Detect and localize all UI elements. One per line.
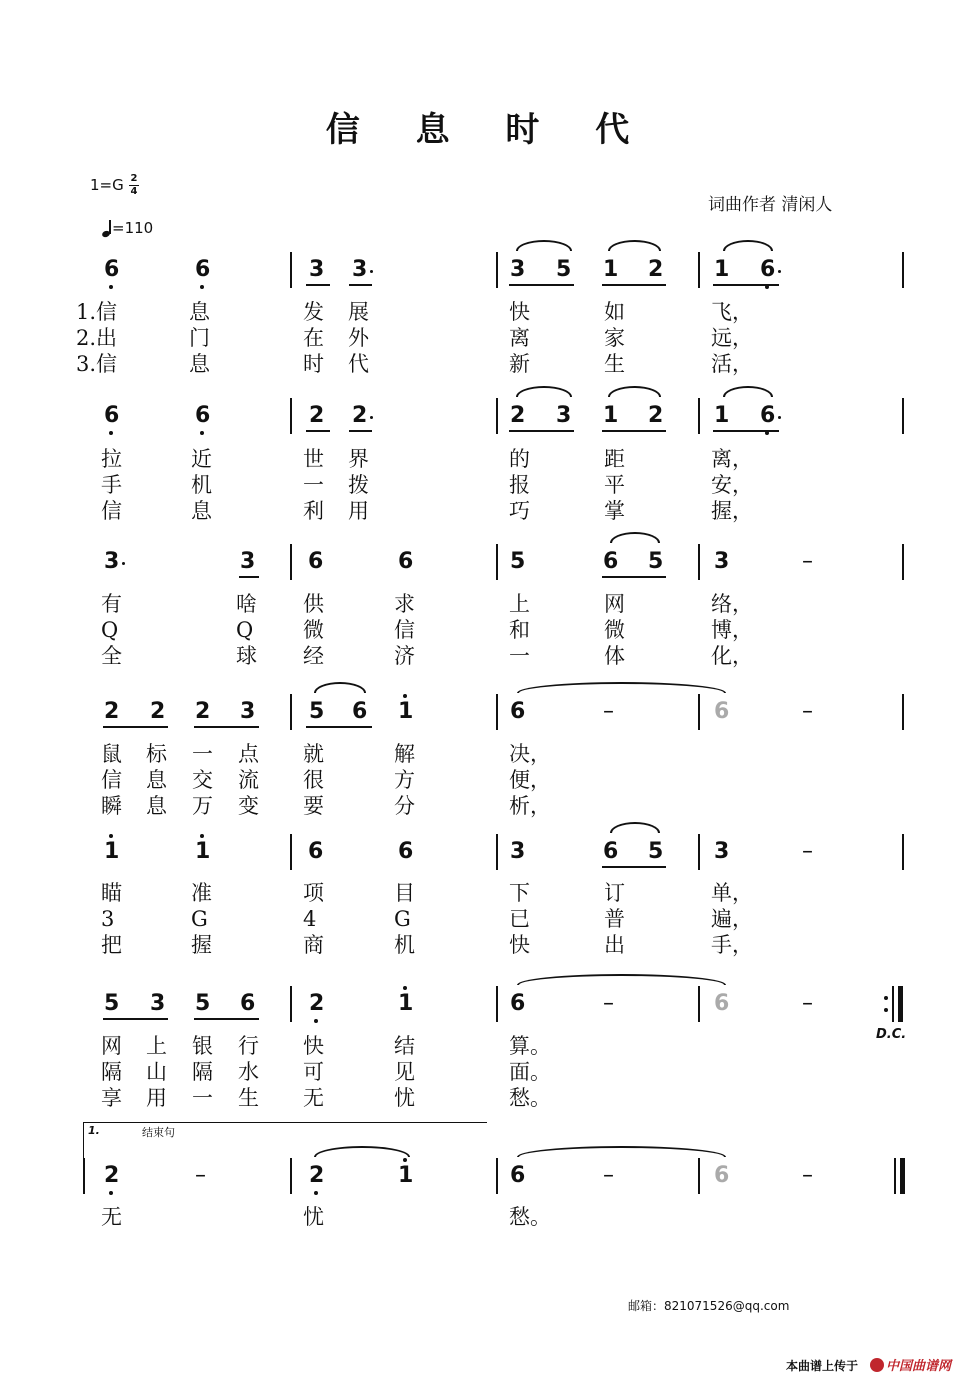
lyric-5-1-6: 面。 — [509, 1060, 551, 1084]
note-2-3: 6 — [398, 549, 414, 574]
underline-5-1 — [194, 1018, 259, 1020]
note-2-0: 3 — [104, 549, 120, 574]
lyric-3-0-1: 标 — [146, 742, 167, 766]
augmentation-dot — [778, 416, 781, 419]
underline-2-0 — [239, 576, 259, 578]
lyric-3-0-4: 就 — [303, 742, 324, 766]
note-5-7: – — [603, 991, 614, 1016]
note-4-7: 3 — [714, 839, 730, 864]
note-1-1: 6 — [195, 403, 211, 428]
note-2-2: 6 — [308, 549, 324, 574]
page-title: 信 息 时 代 — [325, 110, 652, 150]
lyric-0-2-6: 活， — [711, 352, 753, 376]
lyric-1-1-0: 手 — [101, 473, 122, 497]
note-1-6: 1 — [603, 403, 619, 428]
note-2-5: 6 — [603, 549, 619, 574]
lyric-0-1-4: 离 — [509, 326, 530, 350]
note-0-8: 1 — [714, 257, 730, 282]
note-0-3: 3 — [352, 257, 368, 282]
note-5-8: 6 — [714, 991, 730, 1016]
lyric-0-0-6: 飞， — [711, 300, 753, 324]
lyric-3-1-4: 很 — [303, 768, 324, 792]
note-4-8: – — [802, 839, 813, 864]
lyric-4-0-4: 下 — [509, 881, 530, 905]
lyric-0-1-2: 在 — [303, 326, 324, 350]
note-0-6: 1 — [603, 257, 619, 282]
barline-2-3 — [902, 544, 904, 580]
tempo-mark: =110 — [102, 219, 153, 237]
slur-1-1 — [608, 386, 661, 397]
note-5-1: 3 — [150, 991, 166, 1016]
lyric-0-1-6: 远， — [711, 326, 753, 350]
lyric-1-2-1: 息 — [191, 499, 212, 523]
underline-0-2 — [509, 284, 574, 286]
lyric-2-1-5: 微 — [604, 618, 625, 642]
dot-above — [403, 986, 407, 990]
lyric-2-0-2: 供 — [303, 592, 324, 616]
lyric-5-1-5: 见 — [394, 1060, 415, 1084]
lyric-1-2-3: 用 — [348, 499, 369, 523]
barline-0-1 — [496, 252, 498, 288]
lyric-3-0-0: 鼠 — [101, 742, 122, 766]
lyric-4-1-1: G — [191, 907, 208, 931]
lyric-4-2-3: 机 — [394, 933, 415, 957]
lyric-6-0-0: 无 — [101, 1205, 122, 1229]
volta-label: 结束句 — [142, 1126, 175, 1139]
barline-2-0 — [290, 544, 292, 580]
lyric-1-0-4: 的 — [509, 447, 530, 471]
lyric-6-0-2: 愁。 — [509, 1205, 551, 1229]
dot-above — [200, 834, 204, 838]
note-3-4: 5 — [309, 699, 325, 724]
note-4-4: 3 — [510, 839, 526, 864]
note-3-7: 6 — [510, 699, 526, 724]
slur-0-0 — [516, 240, 572, 251]
augmentation-dot — [370, 416, 373, 419]
lyric-5-0-2: 银 — [192, 1034, 213, 1058]
lyric-3-0-2: 一 — [192, 742, 213, 766]
site-logo-icon — [870, 1358, 884, 1372]
underline-3-0 — [103, 726, 168, 728]
barline-3-2 — [698, 694, 700, 730]
barline-5-0 — [290, 986, 292, 1022]
lyric-3-1-2: 交 — [192, 768, 213, 792]
underline-0-0 — [306, 284, 330, 286]
barline-4-0 — [290, 834, 292, 870]
lyric-1-1-1: 机 — [191, 473, 212, 497]
lyric-3-1-3: 流 — [238, 768, 259, 792]
lyric-5-1-3: 水 — [238, 1060, 259, 1084]
dot-above — [403, 694, 407, 698]
note-3-6: 1 — [398, 699, 414, 724]
lyric-0-2-2: 时 — [303, 352, 324, 376]
note-5-3: 6 — [240, 991, 256, 1016]
lyric-4-2-0: 把 — [101, 933, 122, 957]
lyric-3-1-0: 信 — [101, 768, 122, 792]
quarter-note-icon — [102, 219, 112, 237]
slur-6-1 — [517, 1146, 726, 1157]
dot-below — [314, 1019, 318, 1023]
dot-below — [314, 1191, 318, 1195]
lyric-3-0-6: 决， — [509, 742, 551, 766]
dot-below — [200, 431, 204, 435]
underline-1-2 — [509, 430, 574, 432]
lyric-2-2-0: 全 — [101, 644, 122, 668]
note-4-0: 1 — [104, 839, 120, 864]
dot-below — [109, 285, 113, 289]
note-0-1: 6 — [195, 257, 211, 282]
lyric-0-0-2: 发 — [303, 300, 324, 324]
lyric-5-2-2: 一 — [192, 1086, 213, 1110]
lyric-4-1-5: 普 — [604, 907, 625, 931]
lyric-2-2-2: 经 — [303, 644, 324, 668]
barline-1-1 — [496, 398, 498, 434]
note-1-3: 2 — [352, 403, 368, 428]
lyric-2-2-1: 球 — [236, 644, 257, 668]
note-4-1: 1 — [195, 839, 211, 864]
final-thin-bar — [894, 1158, 896, 1194]
lyric-2-0-1: 啥 — [236, 592, 257, 616]
lyric-5-2-5: 忧 — [394, 1086, 415, 1110]
lyric-4-2-4: 快 — [509, 933, 530, 957]
note-1-8: 1 — [714, 403, 730, 428]
lyric-0-0-5: 如 — [604, 300, 625, 324]
lyric-4-1-3: G — [394, 907, 411, 931]
underline-2-1 — [602, 576, 666, 578]
dot-below — [109, 431, 113, 435]
augmentation-dot — [122, 562, 125, 565]
lyric-0-2-1: 息 — [189, 352, 210, 376]
note-4-5: 6 — [603, 839, 619, 864]
note-3-2: 2 — [195, 699, 211, 724]
lyric-2-0-0: 有 — [101, 592, 122, 616]
note-3-5: 6 — [352, 699, 368, 724]
lyric-5-2-4: 无 — [303, 1086, 324, 1110]
lyric-4-0-0: 瞄 — [101, 881, 122, 905]
slur-3-0 — [314, 682, 366, 693]
lyric-1-0-1: 近 — [191, 447, 212, 471]
barline-3-3 — [902, 694, 904, 730]
lyric-3-2-3: 变 — [238, 794, 259, 818]
lyric-0-0-0: 1.信 — [76, 300, 118, 324]
note-6-7: – — [802, 1163, 813, 1188]
volta-number: 1. — [88, 1124, 100, 1137]
lyric-0-0-4: 快 — [509, 300, 530, 324]
lyric-5-1-0: 隔 — [101, 1060, 122, 1084]
lyric-1-2-5: 掌 — [604, 499, 625, 523]
note-0-9: 6 — [760, 257, 776, 282]
lyric-2-2-3: 济 — [394, 644, 415, 668]
barline-0-2 — [698, 252, 700, 288]
lyric-4-0-2: 项 — [303, 881, 324, 905]
lyric-3-0-5: 解 — [394, 742, 415, 766]
lyric-2-0-4: 上 — [509, 592, 530, 616]
lyric-1-1-5: 平 — [604, 473, 625, 497]
underline-1-3 — [602, 430, 666, 432]
note-4-2: 6 — [308, 839, 324, 864]
lyric-0-2-0: 3.信 — [76, 352, 118, 376]
note-2-8: – — [802, 549, 813, 574]
lyric-4-1-4: 已 — [509, 907, 530, 931]
lyric-1-2-0: 信 — [101, 499, 122, 523]
lyric-5-1-1: 山 — [146, 1060, 167, 1084]
note-0-7: 2 — [648, 257, 664, 282]
underline-1-1 — [349, 430, 372, 432]
dot-above — [109, 834, 113, 838]
lyric-0-2-4: 新 — [509, 352, 530, 376]
lyric-4-1-6: 遍， — [711, 907, 753, 931]
augmentation-dot — [778, 270, 781, 273]
note-2-1: 3 — [240, 549, 256, 574]
barline-6-1 — [290, 1158, 292, 1194]
lyric-3-2-4: 要 — [303, 794, 324, 818]
note-5-4: 2 — [309, 991, 325, 1016]
upload-note: 本曲谱上传于 — [786, 1359, 859, 1373]
barline-6-2 — [496, 1158, 498, 1194]
lyric-1-1-6: 安， — [711, 473, 753, 497]
underline-1-0 — [306, 430, 330, 432]
note-6-0: 2 — [104, 1163, 120, 1188]
slur-0-1 — [608, 240, 661, 251]
slur-4-0 — [610, 822, 660, 833]
barline-4-1 — [496, 834, 498, 870]
lyric-5-0-1: 上 — [146, 1034, 167, 1058]
underline-3-2 — [306, 726, 372, 728]
lyric-5-0-0: 网 — [101, 1034, 122, 1058]
slur-2-0 — [610, 532, 660, 543]
lyric-5-2-3: 生 — [238, 1086, 259, 1110]
lyric-1-1-4: 报 — [509, 473, 530, 497]
lyric-3-2-5: 分 — [394, 794, 415, 818]
note-3-8: – — [603, 699, 614, 724]
barline-4-3 — [902, 834, 904, 870]
lyric-4-2-2: 商 — [303, 933, 324, 957]
underline-5-0 — [103, 1018, 168, 1020]
note-2-7: 3 — [714, 549, 730, 574]
lyric-2-1-0: Q — [101, 618, 119, 642]
lyric-3-1-6: 便， — [509, 768, 551, 792]
lyric-1-1-3: 拨 — [348, 473, 369, 497]
lyric-2-0-3: 求 — [394, 592, 415, 616]
note-6-3: 1 — [398, 1163, 414, 1188]
final-thick-bar — [900, 1158, 905, 1194]
barline-5-2 — [698, 986, 700, 1022]
underline-4-0 — [602, 866, 666, 868]
lyric-2-1-6: 博， — [711, 618, 753, 642]
lyric-2-2-6: 化， — [711, 644, 753, 668]
lyric-3-1-5: 方 — [394, 768, 415, 792]
slur-3-1 — [517, 682, 726, 693]
lyric-5-1-4: 可 — [303, 1060, 324, 1084]
lyric-4-0-1: 准 — [191, 881, 212, 905]
lyric-0-0-1: 息 — [189, 300, 210, 324]
dot-below — [109, 1191, 113, 1195]
note-1-5: 3 — [556, 403, 572, 428]
lyric-4-2-5: 出 — [604, 933, 625, 957]
note-6-6: 6 — [714, 1163, 730, 1188]
lyric-3-2-1: 息 — [146, 794, 167, 818]
lyric-1-1-2: 一 — [303, 473, 324, 497]
lyric-5-2-0: 享 — [101, 1086, 122, 1110]
underline-0-4 — [713, 284, 779, 286]
lyric-2-2-4: 一 — [509, 644, 530, 668]
note-1-9: 6 — [760, 403, 776, 428]
barline-1-0 — [290, 398, 292, 434]
lyric-0-2-3: 代 — [348, 352, 369, 376]
note-3-0: 2 — [104, 699, 120, 724]
slur-1-0 — [516, 386, 572, 397]
site-logo: 中国曲谱网 — [870, 1355, 951, 1374]
barline-1-3 — [902, 398, 904, 434]
lyric-2-0-5: 网 — [604, 592, 625, 616]
note-3-10: – — [802, 699, 813, 724]
author-credit: 词曲作者 清闲人 — [708, 195, 833, 215]
lyric-5-0-3: 行 — [238, 1034, 259, 1058]
lyric-4-1-0: 3 — [101, 907, 115, 931]
note-0-5: 5 — [556, 257, 572, 282]
note-6-1: – — [195, 1163, 206, 1188]
underline-1-4 — [713, 430, 779, 432]
note-0-0: 6 — [104, 257, 120, 282]
lyric-3-2-0: 瞬 — [101, 794, 122, 818]
note-1-7: 2 — [648, 403, 664, 428]
barline-3-1 — [496, 694, 498, 730]
note-5-0: 5 — [104, 991, 120, 1016]
note-3-9: 6 — [714, 699, 730, 724]
lyric-1-2-4: 巧 — [509, 499, 530, 523]
note-5-2: 5 — [195, 991, 211, 1016]
barline-0-0 — [290, 252, 292, 288]
note-6-5: – — [603, 1163, 614, 1188]
lyric-4-0-3: 目 — [394, 881, 415, 905]
repeat-thin-bar — [892, 986, 894, 1022]
email: 邮箱：821071526@qq.com — [628, 1299, 790, 1313]
lyric-1-0-0: 拉 — [101, 447, 122, 471]
underline-0-3 — [602, 284, 666, 286]
barline-0-3 — [902, 252, 904, 288]
slur-1-2 — [723, 386, 773, 397]
lyric-5-0-6: 算。 — [509, 1034, 551, 1058]
note-3-1: 2 — [150, 699, 166, 724]
note-5-5: 1 — [398, 991, 414, 1016]
lyric-2-1-4: 和 — [509, 618, 530, 642]
lyric-4-2-6: 手， — [711, 933, 753, 957]
note-6-4: 6 — [510, 1163, 526, 1188]
lyric-5-1-2: 隔 — [192, 1060, 213, 1084]
lyric-5-0-5: 结 — [394, 1034, 415, 1058]
lyric-1-0-3: 界 — [348, 447, 369, 471]
barline-6-0 — [83, 1158, 85, 1194]
da-capo: D.C. — [876, 1027, 907, 1042]
time-signature: 2 4 — [130, 173, 138, 197]
augmentation-dot — [370, 270, 373, 273]
key-signature: 1=G — [90, 176, 124, 194]
lyric-1-0-2: 世 — [303, 447, 324, 471]
lyric-6-0-1: 忧 — [303, 1205, 324, 1229]
note-4-6: 5 — [648, 839, 664, 864]
lyric-4-0-6: 单， — [711, 881, 753, 905]
note-2-6: 5 — [648, 549, 664, 574]
slur-0-2 — [723, 240, 773, 251]
repeat-thick-bar — [898, 986, 903, 1022]
lyric-1-0-5: 距 — [604, 447, 625, 471]
note-1-4: 2 — [510, 403, 526, 428]
lyric-2-2-5: 体 — [604, 644, 625, 668]
lyric-0-1-3: 外 — [348, 326, 369, 350]
lyric-2-0-6: 络， — [711, 592, 753, 616]
note-5-9: – — [802, 991, 813, 1016]
lyric-0-0-3: 展 — [348, 300, 369, 324]
lyric-3-2-2: 万 — [192, 794, 213, 818]
note-5-6: 6 — [510, 991, 526, 1016]
lyric-2-1-3: 信 — [394, 618, 415, 642]
lyric-3-1-1: 息 — [146, 768, 167, 792]
note-4-3: 6 — [398, 839, 414, 864]
repeat-dot-bottom — [884, 1008, 888, 1012]
lyric-0-1-5: 家 — [604, 326, 625, 350]
note-3-3: 3 — [240, 699, 256, 724]
lyric-5-2-1: 用 — [146, 1086, 167, 1110]
lyric-1-2-6: 握， — [711, 499, 753, 523]
note-1-2: 2 — [309, 403, 325, 428]
lyric-4-1-2: 4 — [303, 907, 317, 931]
note-0-2: 3 — [309, 257, 325, 282]
lyric-4-0-5: 订 — [604, 881, 625, 905]
lyric-2-1-2: 微 — [303, 618, 324, 642]
lyric-3-0-3: 点 — [238, 742, 259, 766]
dot-below — [200, 285, 204, 289]
barline-3-0 — [290, 694, 292, 730]
barline-1-2 — [698, 398, 700, 434]
note-2-4: 5 — [510, 549, 526, 574]
lyric-1-2-2: 利 — [303, 499, 324, 523]
lyric-2-1-1: Q — [236, 618, 254, 642]
lyric-0-1-1: 门 — [189, 326, 210, 350]
underline-0-1 — [349, 284, 372, 286]
lyric-1-0-6: 离， — [711, 447, 753, 471]
lyric-0-1-0: 2.出 — [76, 326, 118, 350]
lyric-5-2-6: 愁。 — [509, 1086, 551, 1110]
slur-5-0 — [517, 974, 726, 985]
barline-6-3 — [698, 1158, 700, 1194]
lyric-0-2-5: 生 — [604, 352, 625, 376]
lyric-3-2-6: 析， — [509, 794, 551, 818]
barline-2-2 — [698, 544, 700, 580]
barline-5-1 — [496, 986, 498, 1022]
lyric-5-0-4: 快 — [303, 1034, 324, 1058]
lyric-4-2-1: 握 — [191, 933, 212, 957]
note-0-4: 3 — [510, 257, 526, 282]
barline-4-2 — [698, 834, 700, 870]
repeat-dot-top — [884, 996, 888, 1000]
note-6-2: 2 — [309, 1163, 325, 1188]
underline-3-1 — [194, 726, 259, 728]
note-1-0: 6 — [104, 403, 120, 428]
barline-2-1 — [496, 544, 498, 580]
